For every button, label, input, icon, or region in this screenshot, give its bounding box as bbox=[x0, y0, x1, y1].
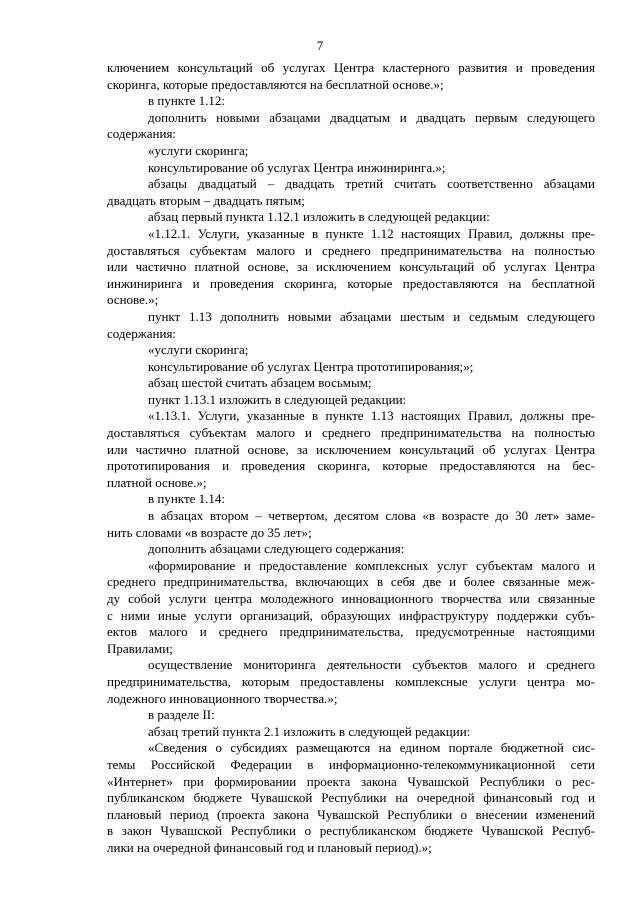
text-line: среднего предпринимательства, включающих в себя две и более связанные меж- bbox=[107, 574, 595, 590]
text-line: «1.13.1. Услуги, указанные в пункте 1.13 настоящих Правил, должны пре- bbox=[148, 408, 595, 424]
text-line: или частично платной основе, за исключением консультаций об услугах Центра bbox=[107, 259, 595, 275]
text-line: в пункте 1.12: bbox=[148, 93, 226, 109]
document-body bbox=[107, 60, 595, 857]
paragraph bbox=[107, 491, 595, 508]
paragraph bbox=[107, 160, 595, 177]
text-line: содержания: bbox=[107, 325, 177, 341]
text-line: «Сведения о субсидиях размещаются на едином портале бюджетной сис- bbox=[148, 740, 595, 756]
text-line: или частично платной основе, за исключением консультаций об услугах Центра bbox=[107, 441, 595, 457]
paragraph bbox=[107, 375, 595, 392]
text-line: прототипирования и проведения скоринга, которые предоставляются на бес- bbox=[107, 458, 595, 474]
text-line: основе.»; bbox=[107, 292, 159, 308]
text-line: дополнить новыми абзацами двадцатым и двадцать первым следующего bbox=[148, 109, 595, 125]
text-line: в закон Чувашской Республики о республиканском бюджете Чувашской Респуб- bbox=[107, 823, 595, 839]
text-line: пункт 1.13 дополнить новыми абзацами шестым и седьмым следующего bbox=[148, 308, 595, 324]
paragraph bbox=[107, 60, 595, 93]
text-line: абзац третий пункта 2.1 изложить в следующей редакции: bbox=[148, 723, 471, 739]
text-line: пункт 1.13.1 изложить в следующей редакции: bbox=[148, 391, 407, 407]
text-line: абзацы двадцатый – двадцать третий считать соответственно абзацами bbox=[148, 176, 595, 192]
text-line: предпринимательства, которым предоставлены комплексные услуги центра мо- bbox=[107, 673, 595, 689]
paragraph bbox=[107, 408, 595, 491]
text-line: доставляться субъектам малого и среднего предпринимательства на полностью bbox=[107, 425, 595, 441]
paragraph bbox=[107, 226, 595, 309]
text-line: в пункте 1.14: bbox=[148, 491, 226, 507]
paragraph bbox=[107, 309, 595, 342]
paragraph bbox=[107, 110, 595, 143]
text-line: ектов малого и среднего предпринимательства, предусмотренные настоящими bbox=[107, 624, 595, 640]
text-line: лодежного инновационного творчества.»; bbox=[107, 690, 338, 706]
paragraph bbox=[107, 724, 595, 741]
paragraph bbox=[107, 342, 595, 359]
text-line: «услуги скоринга; bbox=[148, 342, 249, 358]
text-line: абзац первый пункта 1.12.1 изложить в следующей редакции: bbox=[148, 209, 490, 225]
text-line: с ними иные услуги организаций, образующих инфраструктуру поддержки субъ- bbox=[107, 607, 595, 623]
text-line: доставляться субъектам малого и среднего предпринимательства на полностью bbox=[107, 242, 595, 258]
text-line: «Интернет» при формировании проекта закона Чувашской Республики о рес- bbox=[107, 773, 595, 789]
paragraph bbox=[107, 541, 595, 558]
paragraph bbox=[107, 740, 595, 856]
text-line: «1.12.1. Услуги, указанные в пункте 1.12 настоящих Правил, должны пре- bbox=[148, 225, 595, 241]
text-line: в абзацах втором – четвертом, десятом слова «в возрасте до 30 лет» заме- bbox=[148, 508, 595, 524]
paragraph bbox=[107, 657, 595, 707]
paragraph bbox=[107, 558, 595, 658]
text-line: в разделе II: bbox=[148, 707, 215, 723]
text-line: платной основе.»; bbox=[107, 474, 207, 490]
text-line: консультирование об услугах Центра прототипирования;»; bbox=[148, 358, 474, 374]
text-line: «формирование и предоставление комплексных услуг субъектам малого и bbox=[148, 557, 595, 573]
paragraph bbox=[107, 707, 595, 724]
text-line: публиканском бюджете Чувашской Республики на очередной финансовый год и bbox=[107, 790, 595, 806]
text-line: ду собой услуги центра молодежного инновационного творчества или связанные bbox=[107, 591, 595, 606]
text-line: инжиниринга и проведения скоринга, которые предоставляются на бесплатной bbox=[107, 275, 595, 291]
text-line: ключением консультаций об услугах Центра кластерного развития и проведения bbox=[107, 60, 595, 75]
text-line: «услуги скоринга; bbox=[148, 142, 249, 158]
paragraph bbox=[107, 176, 595, 209]
text-line: дополнить абзацами следующего содержания: bbox=[148, 541, 405, 557]
text-line: скоринга, которые предоставляются на бесплатной основе.»; bbox=[107, 76, 444, 92]
text-line: нить словами «в возрасте до 35 лет»; bbox=[107, 524, 312, 540]
text-line: плановый период (проекта закона Чувашской Республики о внесении изменений bbox=[107, 806, 595, 822]
text-line: осуществление мониторинга деятельности субъектов малого и среднего bbox=[148, 657, 595, 673]
paragraph bbox=[107, 143, 595, 160]
paragraph bbox=[107, 508, 595, 541]
text-line: Правилами; bbox=[107, 640, 173, 656]
text-line: лики на очередной финансовый год и плановый период).»; bbox=[107, 839, 432, 855]
text-line: темы Российской Федерации в информационно-телекоммуникационной сети bbox=[107, 756, 595, 772]
text-line: двадцать вторым – двадцать пятым; bbox=[107, 192, 305, 208]
text-line: содержания: bbox=[107, 126, 177, 142]
paragraph bbox=[107, 359, 595, 376]
paragraph bbox=[107, 209, 595, 226]
text-line: абзац шестой считать абзацем восьмым; bbox=[148, 375, 372, 391]
text-line: консультирование об услугах Центра инжиниринга.»; bbox=[148, 159, 446, 175]
paragraph bbox=[107, 93, 595, 110]
page-number: 7 bbox=[316, 38, 324, 53]
paragraph bbox=[107, 392, 595, 409]
